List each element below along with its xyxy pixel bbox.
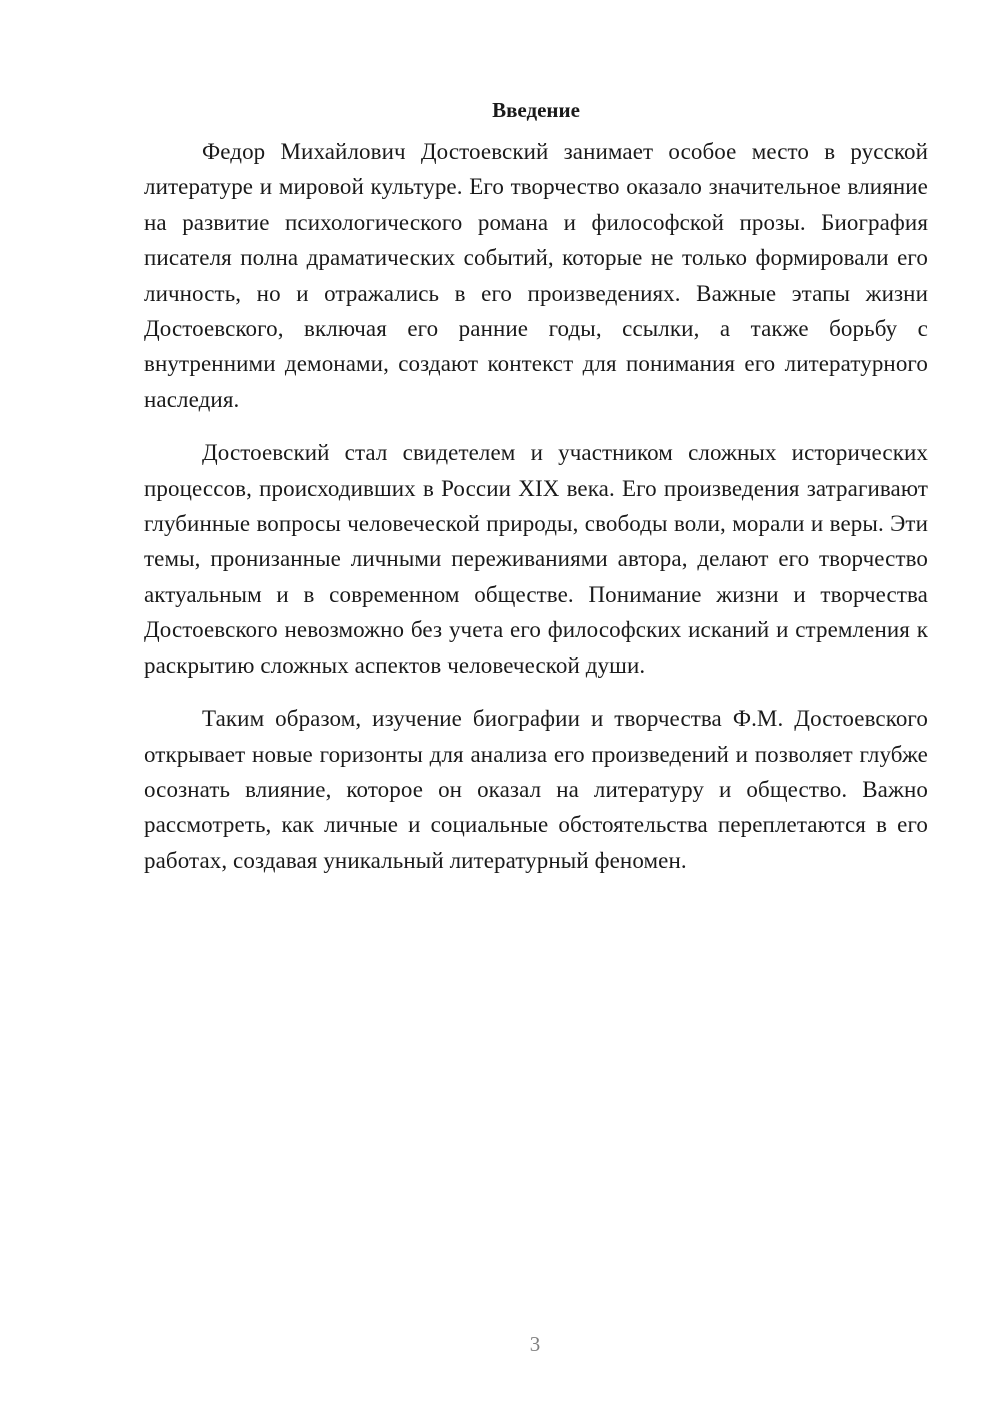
- paragraph-3: Таким образом, изучение биографии и творчества Ф.М. Достоевского открывает новые горизонты для анализа его произведений и позволяет глубже осознать влияние, которое он оказал на литературу и общество. Важно рассмотреть, как личные и социальные обстоятельства переплетаются в его работах, создавая уникальный литературный феномен.: [144, 706, 928, 873]
- paragraph-2: Достоевский стал свидетелем и участником сложных исторических процессов, происходивших в России XIX века. Его произведения затрагивают глубинные вопросы человеческой природы, свободы воли, морали и веры. Эти темы, пронизанные личными переживаниями автора, делают его творчество актуальным и в современном обществе. Понимание жизни и творчества Достоевского невозможно без учета его философских исканий и стремления к раскрытию сложных аспектов человеческой души.: [144, 440, 928, 678]
- section-title: Введение: [492, 98, 580, 122]
- paragraph-1: Федор Михайлович Достоевский занимает особое место в русской литературе и мировой культуре. Его творчество оказало значительное влияние на развитие психологического романа и философской прозы. Биография писателя полна драматических событий, которые не только формировали его личность, но и отражались в его произведениях. Важные этапы жизни Достоевского, включая его ранние годы, ссылки, а также борьбу с внутренними демонами, создают контекст для понимания его литературного наследия.: [144, 139, 928, 412]
- page-number: 3: [529, 1332, 541, 1356]
- page-content: [144, 92, 928, 896]
